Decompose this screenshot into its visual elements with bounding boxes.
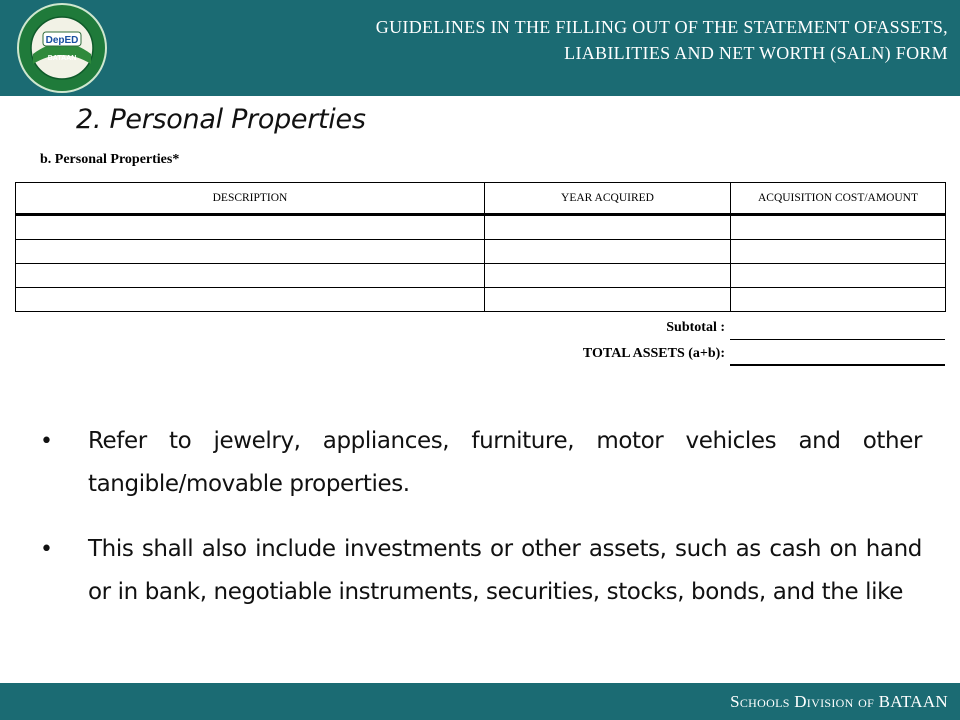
bullet-icon: •	[40, 429, 53, 454]
description-cell[interactable]	[16, 240, 485, 264]
total-assets-label: TOTAL ASSETS (a+b):	[582, 346, 725, 361]
footer-text: Schools Division of BATAAN	[730, 692, 948, 711]
deped-seal-icon	[3, 2, 121, 94]
year-acquired-cell[interactable]	[485, 240, 731, 264]
slide-title: 2. Personal Properties	[76, 104, 366, 135]
total-assets-field-line[interactable]	[730, 364, 945, 366]
logo-text-top: DepED	[45, 35, 79, 46]
description-cell[interactable]	[16, 264, 485, 288]
table-row	[16, 240, 946, 264]
subtotal-field-line[interactable]	[730, 339, 945, 340]
acquisition-cost-cell[interactable]	[731, 288, 946, 312]
table-row	[16, 264, 946, 288]
header-title-line1: GUIDELINES IN THE FILLING OUT OF THE STATEMENT OFASSETS,	[375, 17, 948, 37]
table-row	[16, 288, 946, 312]
bullet-item	[40, 420, 922, 506]
table-row	[16, 215, 946, 240]
acquisition-cost-cell[interactable]	[731, 264, 946, 288]
column-header-year-acquired: YEAR ACQUIRED	[485, 183, 731, 215]
header-bar	[0, 0, 960, 96]
bullet-icon: •	[40, 537, 53, 562]
form-section-label: b. Personal Properties*	[40, 152, 180, 167]
personal-properties-table	[15, 182, 946, 312]
year-acquired-cell[interactable]	[485, 215, 731, 240]
table-header-row	[16, 183, 946, 215]
column-header-acquisition-cost: ACQUISITION COST/AMOUNT	[731, 183, 946, 215]
bullet-item	[40, 528, 922, 614]
header-title-line2: LIABILITIES AND NET WORTH (SALN) FORM	[564, 43, 948, 63]
logo-text-bottom: BATAAN	[47, 55, 77, 62]
year-acquired-cell[interactable]	[485, 288, 731, 312]
bullet-list	[40, 420, 922, 636]
bullet-text: This shall also include investments or other assets, such as cash on hand or in bank, negotiable instruments, securities, stocks, bonds, and the like	[88, 536, 922, 605]
total-assets-row	[480, 344, 945, 366]
acquisition-cost-cell[interactable]	[731, 215, 946, 240]
subtotal-row	[480, 318, 945, 340]
bullet-text: Refer to jewelry, appliances, furniture, motor vehicles and other tangible/movable properties.	[88, 428, 922, 497]
footer-bar	[0, 683, 960, 720]
description-cell[interactable]	[16, 215, 485, 240]
header-title	[128, 14, 948, 66]
subtotal-label: Subtotal :	[666, 320, 725, 335]
year-acquired-cell[interactable]	[485, 264, 731, 288]
description-cell[interactable]	[16, 288, 485, 312]
column-header-description: DESCRIPTION	[16, 183, 485, 215]
acquisition-cost-cell[interactable]	[731, 240, 946, 264]
